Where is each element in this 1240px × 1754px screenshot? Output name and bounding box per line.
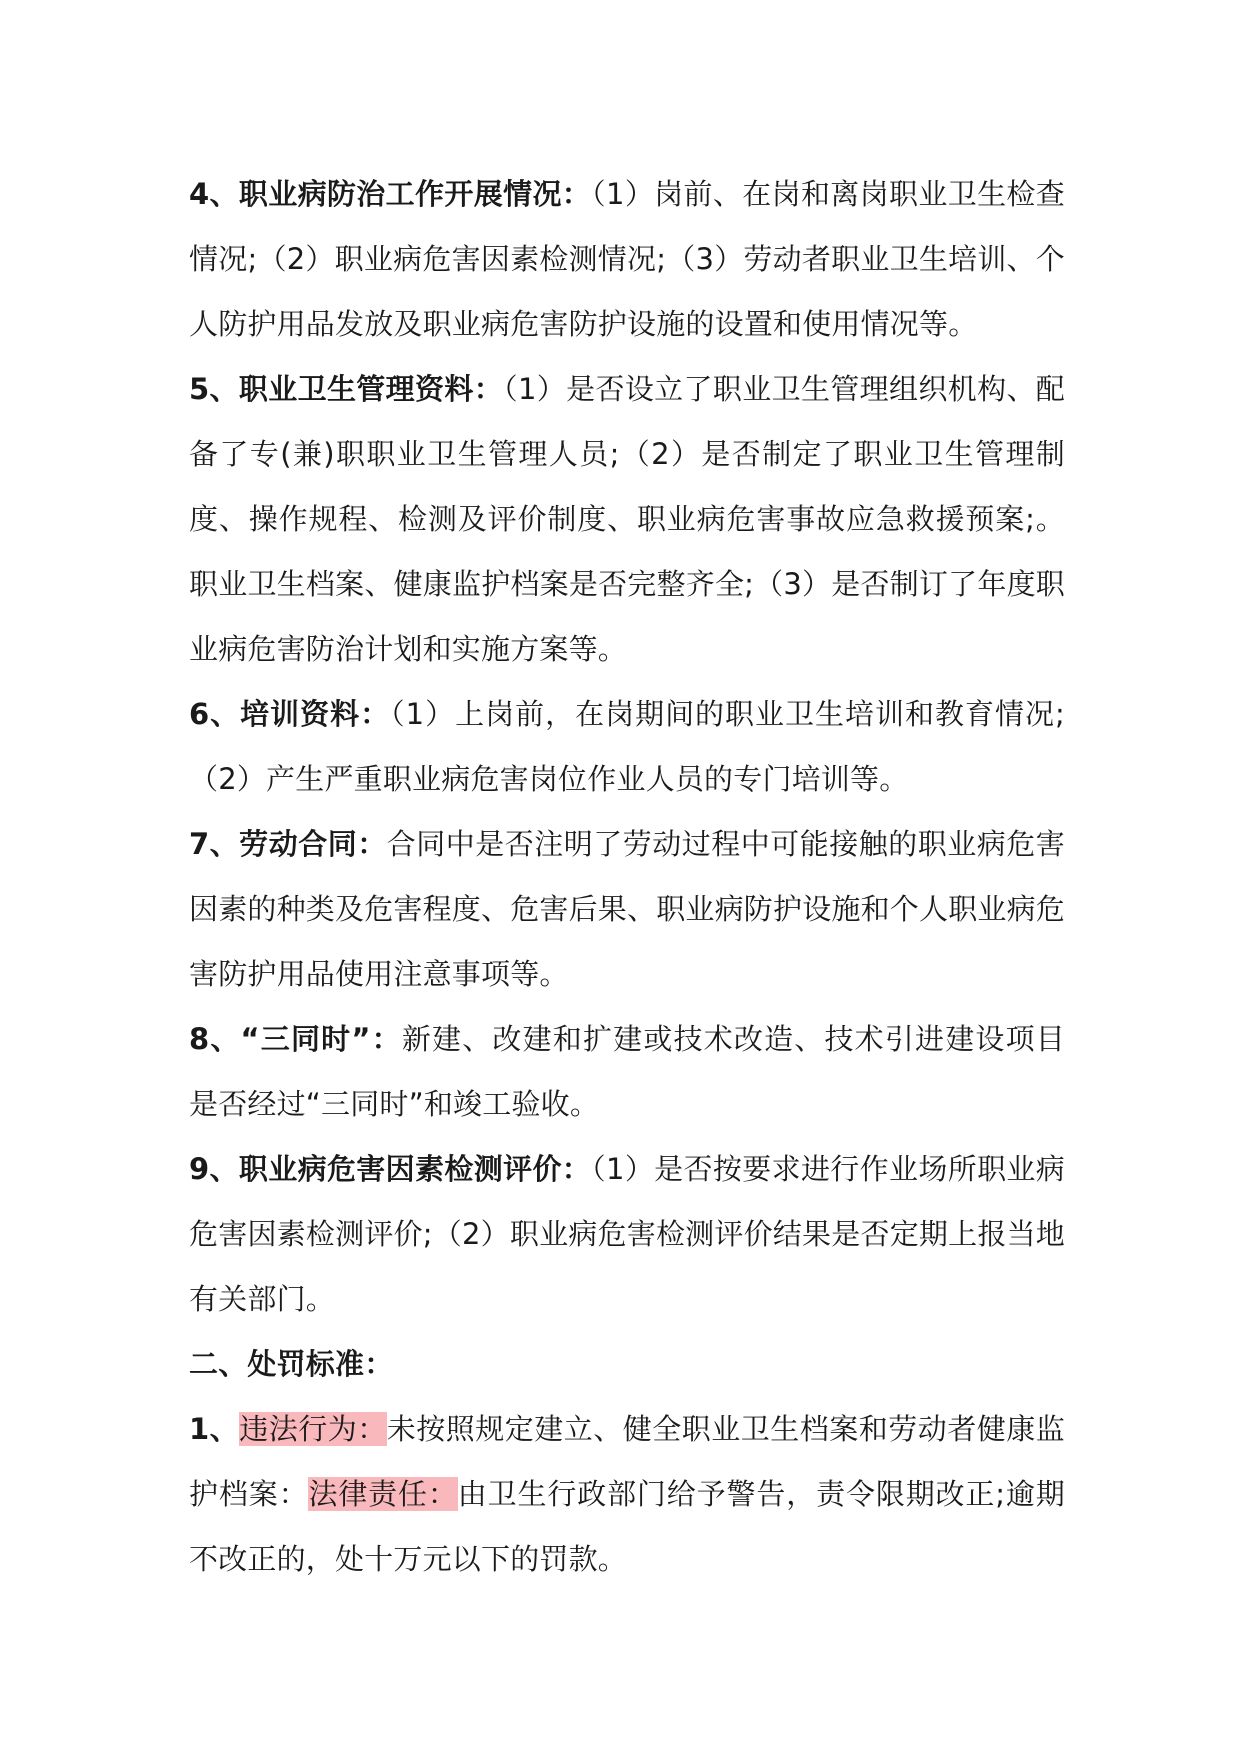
liability-label: 法律责任： xyxy=(308,1477,458,1511)
penalty-item-1 xyxy=(189,1397,1065,1592)
penalty-number: 1、 xyxy=(189,1412,240,1446)
item-lead: 9、职业病危害因素检测评价： xyxy=(189,1152,592,1186)
item-lead: 5、职业卫生管理资料： xyxy=(189,372,504,406)
item-body: （1）岗前、在岗和离岗职业卫生检查情况;（2）职业病危害因素检测情况;（3）劳动者职业卫生培训、个人防护用品发放及职业病危害防护设施的设置和使用情况等。 xyxy=(189,177,1065,341)
item-lead: 7、劳动合同： xyxy=(189,827,387,861)
paragraph-item-8 xyxy=(189,1007,1065,1137)
violation-label: 违法行为： xyxy=(239,1412,387,1446)
item-body: 合同中是否注明了劳动过程中可能接触的职业病危害因素的种类及危害程度、危害后果、职业病防护设施和个人职业病危害防护用品使用注意事项等。 xyxy=(189,827,1066,991)
item-body: 新建、改建和扩建或技术改造、技术引进建设项目是否经过“三同时”和竣工验收。 xyxy=(189,1022,1065,1121)
item-body: （1）上岗前，在岗期间的职业卫生培训和教育情况;（2）产生严重职业病危害岗位作业人员的专门培训等。 xyxy=(189,697,1065,796)
item-body: （1）是否设立了职业卫生管理组织机构、配备了专(兼)职职业卫生管理人员;（2）是否制定了职业卫生管理制度、操作规程、检测及评价制度、职业病危害事故应急救援预案;。职业卫生档案、健康监护档案是否完整齐全;（3）是否制订了年度职业病危害防治计划和实施方案等。 xyxy=(189,372,1065,666)
item-lead: 8、“三同时”： xyxy=(189,1022,402,1056)
paragraph-item-7 xyxy=(189,812,1065,1007)
paragraph-item-9 xyxy=(189,1137,1065,1332)
violation-text: 未按照规定建立、健全职业卫生档案和劳动者健康监护档案： xyxy=(189,1412,1065,1511)
item-body: （1）是否按要求进行作业场所职业病危害因素检测评价;（2）职业病危害检测评价结果是否定期上报当地有关部门。 xyxy=(189,1152,1065,1316)
section-heading: 二、处罚标准： xyxy=(189,1347,394,1381)
paragraph-item-5 xyxy=(189,357,1065,682)
liability-text: 由卫生行政部门给予警告，责令限期改正;逾期不改正的，处十万元以下的罚款。 xyxy=(189,1477,1065,1576)
paragraph-item-4 xyxy=(189,162,1065,357)
paragraph-item-6 xyxy=(189,682,1065,812)
item-lead: 6、培训资料： xyxy=(189,697,391,731)
document-page xyxy=(189,162,1065,1592)
item-lead: 4、职业病防治工作开展情况： xyxy=(189,177,592,211)
